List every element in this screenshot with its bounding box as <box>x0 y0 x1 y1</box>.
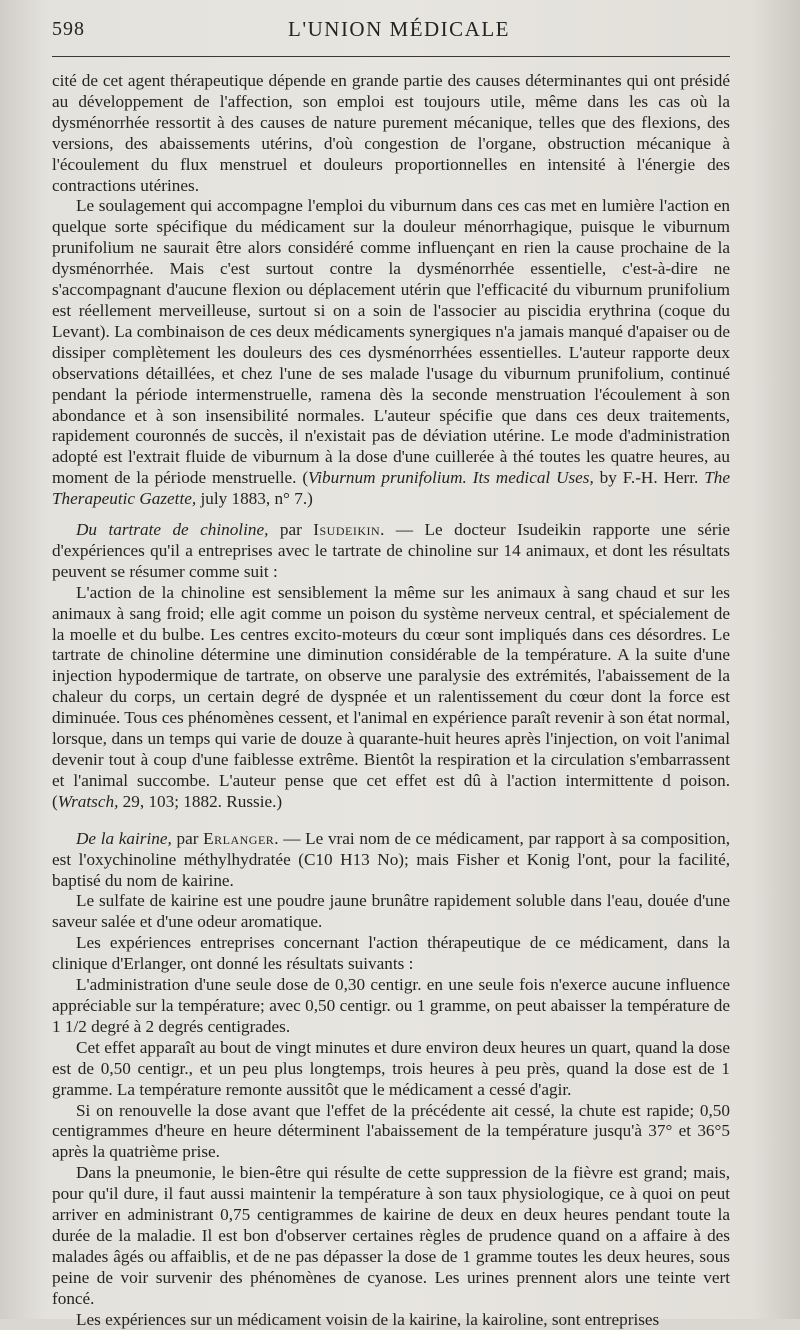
paragraph <box>52 975 730 1038</box>
paragraph <box>52 583 730 813</box>
text-run: par <box>268 520 314 540</box>
text-run: . — Le vrai nom de ce médicament, par rapport à sa composition, est l'oxychinoline méthylhydratée (C10 H13 No); mais Fisher et Konig l'ont, pour la facilité, baptisé du nom de kairine. <box>52 828 730 890</box>
page-number: 598 <box>52 18 85 40</box>
italic-text: De la kairine, <box>76 828 172 848</box>
italic-text: Du tartrate de chinoline, <box>76 520 269 540</box>
text-run: by F.-H. Herr. <box>593 468 705 488</box>
italic-text: Wratsch, <box>57 791 119 811</box>
paragraph <box>52 1310 730 1330</box>
paragraph <box>52 71 730 196</box>
text-run: par <box>171 828 204 848</box>
text-run: L'administration d'une seule dose de 0,30 centigr. en une seule fois n'exerce aucune influence appréciable sur la température; avec 0,50 centigr. ou 1 gramme, on peut abaisser la température de 1 1/2 degré à 2 degrés centigrades. <box>52 975 730 1036</box>
italic-text: The Therapeutic Gazette, <box>52 468 730 509</box>
text-run: . — Le docteur Isudeikin rapporte une série d'expériences qu'il a entreprises avec le tartrate de chinoline sur 14 animaux, et dont les résultats peuvent se résumer comme suit : <box>52 520 731 581</box>
text-run: Si on renouvelle la dose avant que l'effet de la précédente ait cessé, la chute est rapide; 0,50 centigrammes d'heure en heure déterminent l'abaissement de la température jusqu'à 37° et 36°5 après la quatrième prise. <box>52 1100 730 1162</box>
paragraph <box>52 829 730 892</box>
text-run: 29, 103; 1882. Russie.) <box>118 791 283 811</box>
italic-text: Viburnum prunifolium. Its medical Uses, <box>308 468 594 488</box>
running-head <box>52 16 730 46</box>
paragraph <box>52 891 730 933</box>
author-name: Erlanger <box>203 828 275 848</box>
text-run: Le soulagement qui accompagne l'emploi du viburnum dans ces cas met en lumière l'action en quelque sorte spécifique du médicament sur la douleur ménorrhagique, puisque le viburnum prunifolium ne saurait être alors considéré comme influençant en rien la cause prochaine de la dysménorrhée. Mais c'est surtout contre la dysménorrhée essentielle, c'est-à-dire ne s'accompagnant d'aucune flexion ou déplacement utérin que l'efficacité du viburnum prunifolium est réellement merveilleuse, surtout si on a soin de l'associer au piscidia erythrina (coque du Levant). La combinaison de ces deux médicaments synergiques n'a jamais manqué d'apaiser ou de dissiper complètement les douleurs des ces dysménorrhées essentielles. L'auteur rapporte deux observations détaillées, et chez l'une de ses malade l'usage du viburnum prunifolium, continué pendant la période intermenstruelle, ramena dès la seconde menstruation l'écoulement à son abondance et à son insensibilité normales. L'auteur spécifie que dans ces deux traitements, rapidement couronnés de succès, il n'existait pas de déviation utérine. Le mode d'administration adopté est l'extrait fluide de viburnum à la dose d'une cuillerée à thé toutes les quatre heures, au moment de la période menstruelle. ( <box>52 196 730 488</box>
paragraph <box>52 1163 730 1309</box>
text-run: L'action de la chinoline est sensiblement la même sur les animaux à sang chaud et sur les animaux à sang froid; elle agit comme un poison du système nerveux central, et spécialement de la moelle et du bulbe. Les centres excito-moteurs du cœur sont impliqués dans ces désordres. Le tartrate de chinoline détermine une diminution considérable de la température. A la suite d'une injection hypodermique de tartrate, on observe une paralysie des extrémités, l'abaissement de la chaleur du corps, un certain degré de dyspnée et un ralentissement du cœur dont la force est diminuée. Tous ces phénomènes cessent, et l'animal en expérience paraît revenir à son état normal, lorsque, dans un temps qui varie de douze à quarante-huit heures après l'injection, on voit l'animal devenir tout à coup d'une faiblesse extrême. Bientôt la respiration et la circulation s'embarrassent et l'animal succombe. L'auteur pense que cet effet est dû à l'action intermittente d poison. ( <box>52 582 730 811</box>
paragraph <box>52 1101 730 1164</box>
text-run: july 1883, n° 7.) <box>196 489 313 509</box>
text-run: Le sulfate de kairine est une poudre jaune brunâtre rapidement soluble dans l'eau, douée d'une saveur salée et d'une odeur aromatique. <box>52 891 730 932</box>
article-body <box>52 71 730 1330</box>
text-run: Dans la pneumonie, le bien-être qui résulte de cette suppression de la fièvre est grand; mais, pour qu'il dure, il faut aussi maintenir la température à son taux physiologique, ce à quoi on peut arriver en administrant 0,75 centigrammes de kairine de deux en deux heures pendant toute la durée de la maladie. Il est bon d'observer certaines règles de prudence quand on a affaire à des malades âgés ou affaiblis, et de ne pas dépasser la dose de 1 gramme toutes les deux heures, sous peine de voir survenir des phénomènes de cyanose. Les urines prennent alors une teinte vert foncé. <box>52 1163 730 1308</box>
header-rule <box>52 56 730 57</box>
text-run: cité de cet agent thérapeutique dépende en grande partie des causes déterminantes qui ont présidé au développement de l'affection, son emploi est toujours utile, même dans les cas où la dysménorrhée ressortit à des causes de nature purement mécanique, telles que des flexions, des versions, des abaissements utérins, d'où congestion de l'organe, obstruction mécanique à l'écoulement du flux menstruel et douleurs proportionnelles en intensité à l'énergie des contractions utérines. <box>52 71 730 195</box>
text-run: Les expériences sur un médicament voisin de la kairine, la kairoline, sont entreprises <box>76 1309 660 1329</box>
paragraph <box>52 196 730 510</box>
author-name: Isudeikin <box>313 520 381 540</box>
text-run: Cet effet apparaît au bout de vingt minutes et dure environ deux heures un quart, quand la dose est de 0,50 centigr., et un peu plus longtemps, trois heures à peu près, quand la dose est de 1 gramme. La température remonte aussitôt que le médicament a cessé d'agir. <box>52 1037 730 1099</box>
text-run: Les expériences entreprises concernant l'action thérapeutique de ce médicament, dans la clinique d'Erlanger, ont donné les résultats suivants : <box>52 933 730 974</box>
paragraph <box>52 520 730 583</box>
journal-title: L'UNION MÉDICALE <box>288 17 511 41</box>
paragraph <box>52 933 730 975</box>
paragraph <box>52 1038 730 1101</box>
